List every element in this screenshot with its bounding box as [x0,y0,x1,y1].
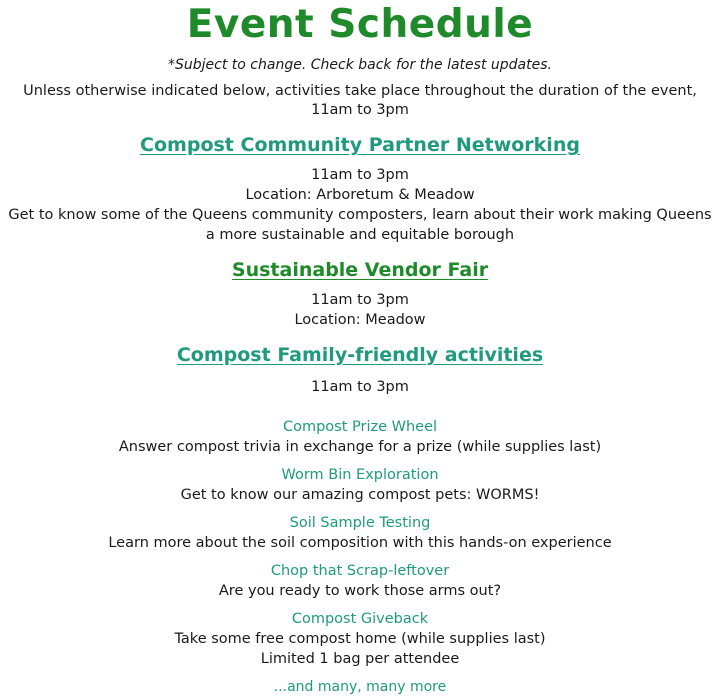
intro-text: Unless otherwise indicated below, activities take place throughout the duration of the event, 11am to 3pm [23,83,697,118]
section-partner-networking [0,133,720,245]
activity-name: Chop that Scrap-leftover [270,563,450,579]
section-heading-vendor-fair[interactable]: Sustainable Vendor Fair [231,259,489,281]
section-vendor-fair [0,258,720,330]
activity-note: Limited 1 bag per attendee [260,651,460,667]
activity-name: Soil Sample Testing [289,515,431,531]
activity-item [0,465,720,505]
section-family-activities [0,343,720,697]
activity-description: Learn more about the soil composition with this hands-on experience [108,535,612,551]
activity-description: Are you ready to work those arms out? [218,583,502,599]
activity-item [0,417,720,457]
activity-name: Compost Giveback [291,611,429,627]
activity-name: Worm Bin Exploration [281,467,439,483]
section-time: 11am to 3pm [311,379,409,395]
section-location: Location: Arboretum & Meadow [245,187,475,203]
section-time: 11am to 3pm [311,167,409,183]
activity-item [0,561,720,601]
more-activities-text: ...and many, many more [273,679,447,695]
section-heading-partner-networking[interactable]: Compost Community Partner Networking [140,134,580,156]
activity-description: Take some free compost home (while supplies last) [174,631,546,647]
section-time: 11am to 3pm [311,292,409,308]
activity-item [0,609,720,669]
section-location: Location: Meadow [294,312,426,328]
section-description: Get to know some of the Queens community composters, learn about their work making Queens a more sustainable and equitable borough [8,207,712,243]
activity-description: Answer compost trivia in exchange for a prize (while supplies last) [118,439,602,455]
activity-description: Get to know our amazing compost pets: WORMS! [180,487,540,503]
activity-item [0,513,720,553]
section-heading-family-activities[interactable]: Compost Family-friendly activities [176,344,544,366]
page-title: Event Schedule [186,2,534,47]
activity-name: Compost Prize Wheel [282,419,438,435]
subject-to-change-note: *Subject to change. Check back for the latest updates. [168,57,552,73]
